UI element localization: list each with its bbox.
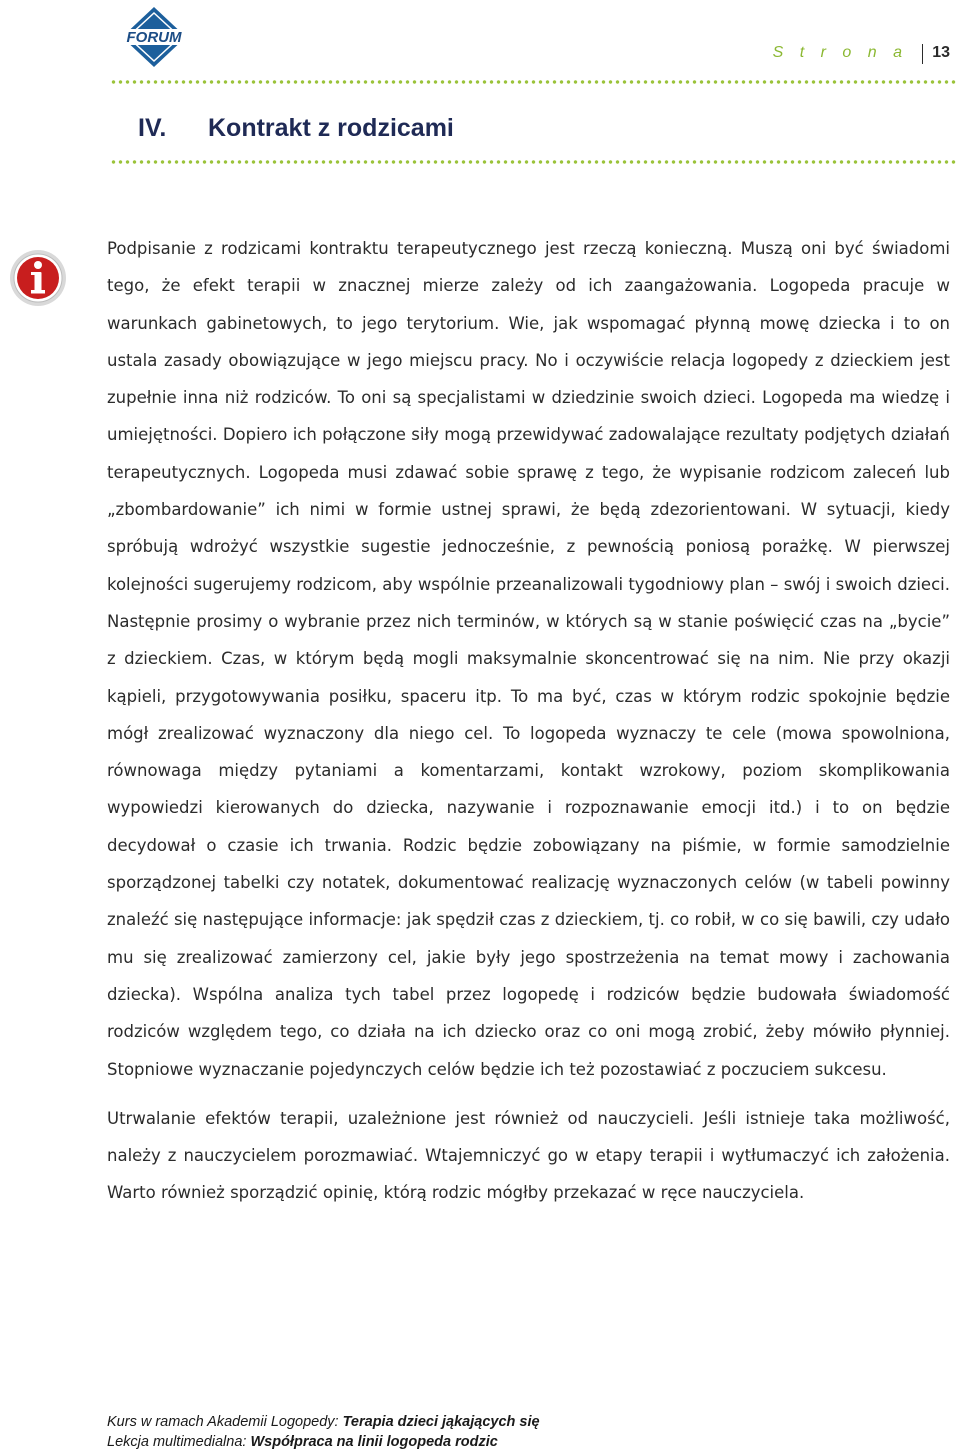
chapter-title — [138, 114, 454, 143]
page-label: S t r o n a — [772, 44, 908, 61]
title-dotted-divider — [110, 160, 956, 164]
chapter-title-text: Kontrakt z rodzicami — [208, 114, 454, 142]
page-separator — [922, 44, 923, 64]
paragraph: Podpisanie z rodzicami kontraktu terapeutycznego jest rzeczą konieczną. Muszą oni być świadomi tego, że efekt terapii w znacznej mierze zależy od ich zaangażowania. Logopeda pracuje w warunkach gabinetowych, to jego terytorium. Wie, jak wspomagać płynną mowę dziecka i to on ustala zasady obowiązujące w jego miejscu pracy. No i oczywiście relacja logopedy z dzieckiem jest zupełnie inna niż rodziców. To oni są specjalistami w dziedzinie swoich dzieci. Logopeda ma wiedzę i umiejętności. Dopiero ich połączone siły mogą przewidywać zadowalające rezultaty podjętych działań terapeutycznych. Logopeda musi zdawać sobie sprawę z tego, że wypisanie rodzicom zaleceń lub „zbombardowanie” ich nimi w formie ustnej sprawi, że będą zdezorientowani. W sytuacji, kiedy spróbują wdrożyć wszystkie sugestie jednocześnie, z pewnością poniosą porażkę. W pierwszej kolejności sugerujemy rodzicom, aby wspólnie przeanalizowali tygodniowy plan – swój i swoich dzieci. Następnie prosimy o wybranie przez nich terminów, w których są w stanie poświęcić czas na „bycie” z dzieckiem. Czas, w którym będą mogli maksymalnie skoncentrować się na nim. Nie przy okazji kąpieli, przygotowywania posiłku, spaceru itp. To ma być, czas w którym rodzic spokojnie będzie mógł zrealizować wyznaczony dla niego cel. To logopeda wyznaczy te cele (mowa spowolniona, równowaga między pytaniami a komentarzami, kontakt wzrokowy, poziom skomplikowania wypowiedzi kierowanych do dziecka, nazywanie i rozpoznawanie emocji itd.) i to on będzie decydował o czasie ich trwania. Rodzic będzie zobowiązany na piśmie, w formie samodzielnie sporządzonej tabelki czy notatek, dokumentować realizację wyznaczonych celów (w tabeli powinny znaleźć się następujące informacje: jak spędził czas z dzieckiem, tj. co robił, w co się bawili, czy udało mu się zrealizować zamierzony cel, jakie były jego spostrzeżenia na temat mowy i zachowania dziecka). Wspólna analiza tych tabel przez logopedę i rodziców będzie budowała świadomość rodziców względem tego, co działa na ich dziecko oraz co oni mogą zrobić, żeby mówiło płynniej. Stopniowe wyznaczanie pojedynczych celów będzie ich też pozostawiać z poczuciem sukcesu. — [107, 239, 950, 1079]
footer-lesson-line — [107, 1432, 540, 1452]
header-dotted-divider — [110, 80, 956, 84]
info-icon — [8, 248, 68, 308]
paragraph: Utrwalanie efektów terapii, uzależnione jest również od nauczycieli. Jeśli istnieje taka możliwość, należy z nauczycielem porozmawiać. Wtajemniczyć go w etapy terapii i wytłumaczyć ich założenia. Warto również sporządzić opinię, którą rodzic mógłby przekazać w ręce nauczyciela. — [107, 1108, 950, 1203]
footer-lesson-label: Lekcja multimedialna: — [107, 1434, 247, 1450]
chapter-number: IV. — [138, 114, 167, 142]
footer-lesson-title: Współpraca na linii logopeda rodzic — [250, 1434, 498, 1450]
footer-course-title: Terapia dzieci jąkających się — [342, 1414, 540, 1430]
footer — [107, 1412, 540, 1452]
page-number: 13 — [932, 44, 950, 61]
logo-text: FORUM — [126, 29, 182, 46]
forum-logo — [120, 6, 188, 68]
footer-course-line — [107, 1412, 540, 1432]
footer-course-label: Kurs w ramach Akademii Logopedy: — [107, 1414, 339, 1430]
body-text — [107, 230, 950, 1212]
